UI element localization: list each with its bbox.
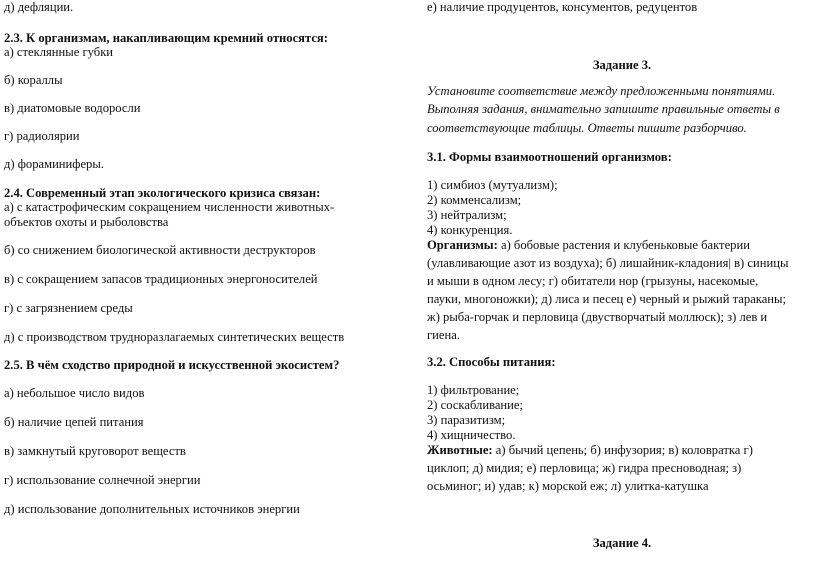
answer-option: а) небольшое число видов	[4, 386, 145, 400]
answer-option: г) использование солнечной энергии	[4, 473, 201, 487]
organisms-line: ж) рыба-горчак и перловица (двустворчатый моллюск); з) лев и	[427, 310, 768, 324]
list-item: 2) соскабливание;	[427, 398, 524, 412]
answer-option: г) радиолярии	[4, 129, 80, 143]
animals-line: осьминог; и) удав; к) морской еж; л) улитка-катушка	[427, 479, 709, 493]
list-item: 1) симбиоз (мутуализм);	[427, 178, 558, 192]
animals-line	[427, 443, 753, 458]
list-item: 3) нейтрализм;	[427, 208, 507, 222]
organisms-line: и мыши в одном лесу; г) обитатели нор (грызуны, насекомые,	[427, 274, 759, 288]
list-item: 3) паразитизм;	[427, 413, 506, 427]
answer-option: в) замкнутый круговорот веществ	[4, 444, 186, 458]
answer-option: а) стеклянные губки	[4, 45, 114, 59]
answer-option: д) фораминиферы.	[4, 157, 104, 171]
organisms-line: пауки, многоножки); д) лиса и песец е) черный и рыжий тараканы;	[427, 292, 786, 306]
answer-option: г) с загрязнением среды	[4, 301, 133, 315]
task-3-title: Задание 3.	[592, 58, 652, 72]
task-4-title: Задание 4.	[592, 536, 652, 550]
answer-option: б) кораллы	[4, 73, 63, 87]
list-item: 4) хищничество.	[427, 428, 516, 442]
list-item: 1) фильтрование;	[427, 383, 520, 397]
section-3-1-heading: 3.1. Формы взаимоотношений организмов:	[427, 150, 672, 164]
organisms-label: Организмы:	[427, 238, 498, 252]
answer-option: е) наличие продуцентов, консументов, редуцентов	[427, 0, 698, 14]
answer-option: д) использование дополнительных источников энергии	[4, 502, 300, 516]
question-2-3-heading: 2.3. К организмам, накапливающим кремний относятся:	[4, 31, 328, 45]
answer-option: в) диатомовые водоросли	[4, 101, 141, 115]
instructions-line: Выполняя задания, внимательно запишите правильные ответы в	[427, 102, 780, 116]
list-item: 2) комменсализм;	[427, 193, 522, 207]
animals-text: а) бычий цепень; б) инфузория; в) коловратка г)	[492, 443, 753, 457]
question-2-5-heading: 2.5. В чём сходство природной и искусственной экосистем?	[4, 358, 340, 372]
answer-option: б) со снижением биологической активности деструкторов	[4, 243, 316, 257]
answer-option: а) с катастрофическим сокращением численности животных-	[4, 200, 335, 214]
answer-option-continuation: объектов охоты и рыболовства	[4, 215, 169, 229]
list-item: 4) конкуренция.	[427, 223, 513, 237]
answer-option: в) с сокращением запасов традиционных энергоносителей	[4, 272, 318, 286]
answer-option: д) дефляции.	[4, 0, 74, 14]
question-2-4-heading: 2.4. Современный этап экологического кризиса связан:	[4, 186, 321, 200]
animals-line: циклоп; д) мидия; е) перловица; ж) гидра пресноводная; з)	[427, 461, 742, 475]
animals-label: Животные:	[427, 443, 493, 457]
organisms-text: а) бобовые растения и клубеньковые бактерии	[497, 238, 750, 252]
section-3-2-heading: 3.2. Способы питания:	[427, 355, 556, 369]
answer-option: д) с производством трудноразлагаемых синтетических веществ	[4, 330, 345, 344]
organisms-line	[427, 238, 750, 253]
answer-option: б) наличие цепей питания	[4, 415, 144, 429]
instructions-line: соответствующие таблицы. Ответы пишите разборчиво.	[427, 121, 747, 135]
organisms-line: (улавливающие азот из воздуха); б) лишайник-кладония| в) синицы	[427, 256, 789, 270]
organisms-line: гиена.	[427, 328, 460, 342]
instructions-line: Установите соответствие между предложенными понятиями.	[427, 84, 776, 98]
